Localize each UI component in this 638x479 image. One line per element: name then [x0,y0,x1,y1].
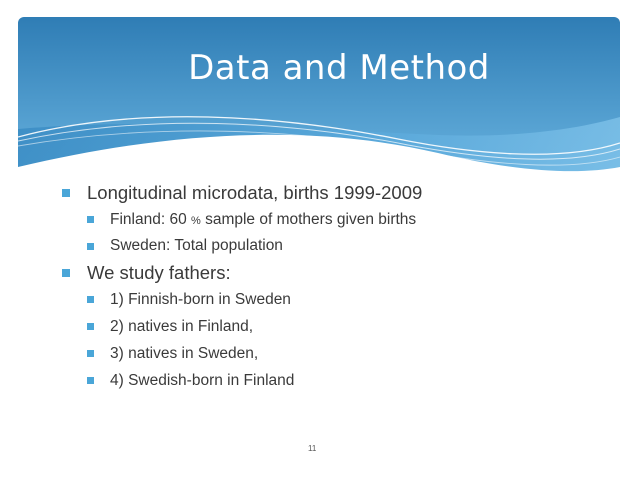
square-bullet-icon [87,350,94,357]
bullet-text: Sweden: Total population [110,237,283,254]
list-item [87,286,602,313]
list-item [87,206,602,233]
percent-sign: % [191,215,201,227]
list-item [62,259,602,286]
list-item [87,313,602,340]
bullet-text: Longitudinal microdata, births 1999-2009 [87,182,423,203]
title-banner [18,17,620,187]
square-bullet-icon [87,243,94,250]
bullet-text: 3) natives in Sweden, [110,345,259,362]
square-bullet-icon [87,323,94,330]
square-bullet-icon [87,377,94,384]
bullet-text: 1) Finnish-born in Sweden [110,291,291,308]
square-bullet-icon [62,189,70,197]
bullet-text: We study fathers: [87,262,231,283]
bullet-list [62,179,602,394]
page-number: 11 [308,444,317,453]
square-bullet-icon [62,269,70,277]
bullet-text: 2) natives in Finland, [110,318,254,335]
bullet-text: 4) Swedish-born in Finland [110,372,295,389]
bullet-text-part: sample of mothers given births [200,211,417,228]
slide-title: Data and Method [188,48,490,88]
list-item [87,233,602,259]
square-bullet-icon [87,216,94,223]
wave-banner-graphic [18,17,620,187]
square-bullet-icon [87,296,94,303]
bullet-text-part: Finland: 60 [110,211,191,228]
list-item [62,179,602,206]
list-item [87,340,602,367]
list-item [87,367,602,394]
